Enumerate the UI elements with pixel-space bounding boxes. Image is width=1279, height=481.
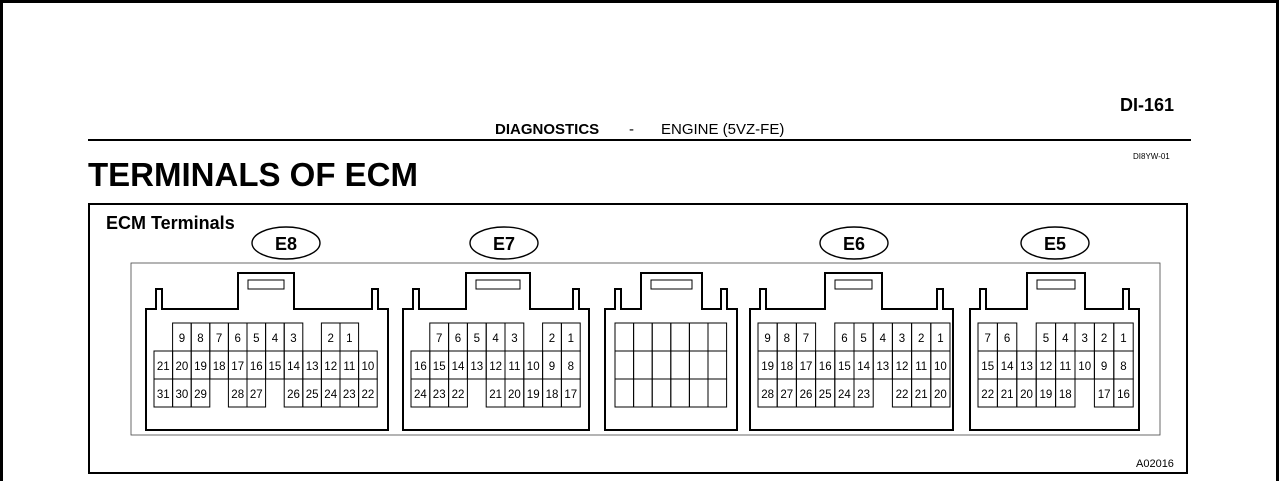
connector-name: E7 (492, 234, 516, 254)
connector-name: E6 (842, 234, 866, 254)
terminal-number: 6 (234, 333, 241, 345)
terminal-cell (615, 351, 634, 379)
terminal-number: 19 (761, 361, 774, 373)
terminal-number: 31 (156, 389, 170, 401)
header-separator: - (629, 121, 634, 138)
terminal-number: 20 (175, 361, 189, 373)
terminal-cell (652, 351, 671, 379)
terminal-number: 2 (1100, 333, 1108, 345)
terminal-number: 28 (231, 389, 245, 401)
terminal-number: 5 (253, 333, 260, 345)
terminal-number: 22 (895, 389, 909, 401)
terminal-number: 15 (268, 361, 282, 373)
terminal-number: 12 (1039, 361, 1053, 373)
terminal-number: 22 (981, 389, 995, 401)
terminal-number: 23 (342, 389, 356, 401)
terminal-number: 4 (492, 333, 499, 345)
terminal-cell (689, 351, 708, 379)
terminal-number: 13 (470, 361, 484, 373)
manual-page (3, 3, 1276, 481)
terminal-number: 13 (876, 361, 890, 373)
terminal-number: 23 (432, 389, 446, 401)
terminal-number: 8 (567, 361, 575, 373)
terminal-number: 26 (799, 389, 813, 401)
terminal-number: 3 (898, 333, 906, 345)
terminal-number: 3 (290, 333, 297, 345)
terminal-number: 9 (548, 361, 556, 373)
terminal-number: 8 (197, 333, 204, 345)
terminal-number: 16 (249, 361, 263, 373)
terminal-cell (671, 379, 690, 407)
terminal-cell (708, 323, 727, 351)
terminal-number: 20 (1020, 389, 1033, 401)
terminal-number: 21 (914, 389, 928, 401)
section-title: DIAGNOSTICS (495, 121, 600, 138)
terminal-cell (634, 323, 653, 351)
terminal-number: 1 (1120, 333, 1127, 345)
terminal-number: 2 (917, 333, 925, 345)
terminal-number: 9 (1100, 361, 1108, 373)
terminal-number: 19 (1039, 389, 1053, 401)
connector-name: E8 (274, 234, 298, 254)
terminal-number: 5 (1042, 333, 1050, 345)
terminal-number: 21 (489, 389, 502, 401)
terminal-cell (708, 379, 727, 407)
terminal-cell (615, 323, 634, 351)
terminal-number: 24 (324, 389, 338, 401)
terminal-number: 6 (454, 333, 462, 345)
terminal-number: 15 (838, 361, 851, 373)
terminal-number: 15 (981, 361, 995, 373)
terminal-number: 16 (414, 361, 427, 373)
connector-latch (476, 280, 520, 289)
connector-latch (651, 280, 692, 289)
terminal-number: 10 (526, 361, 540, 373)
terminal-number: 3 (511, 333, 518, 345)
terminal-number: 14 (857, 361, 870, 373)
terminal-cell (671, 323, 690, 351)
terminal-number: 11 (508, 361, 521, 373)
terminal-number: 27 (249, 389, 263, 401)
terminal-number: 4 (879, 333, 887, 345)
terminal-number: 27 (780, 389, 794, 401)
terminal-number: 18 (1058, 389, 1072, 401)
terminal-number: 1 (346, 333, 353, 345)
terminal-number: 9 (178, 333, 186, 345)
terminal-number: 1 (937, 333, 944, 345)
terminal-number: 26 (287, 389, 300, 401)
terminal-number: 12 (324, 361, 338, 373)
terminal-number: 10 (1078, 361, 1092, 373)
terminal-number: 17 (1097, 389, 1111, 401)
terminal-number: 14 (1000, 361, 1014, 373)
terminal-number: 19 (194, 361, 207, 373)
figure-label: ECM Terminals (106, 213, 235, 233)
subsection-title: ENGINE (5VZ-FE) (661, 121, 785, 138)
terminal-number: 2 (327, 333, 334, 345)
terminal-number: 6 (1003, 333, 1011, 345)
connector-latch (1037, 280, 1075, 289)
terminal-number: 7 (435, 333, 443, 345)
terminal-number: 5 (473, 333, 481, 345)
terminal-number: 7 (984, 333, 991, 345)
terminal-number: 28 (761, 389, 774, 401)
terminal-number: 16 (1117, 389, 1130, 401)
terminal-cell (671, 351, 690, 379)
terminal-number: 7 (802, 333, 810, 345)
terminal-number: 22 (361, 389, 375, 401)
ecm-connector-diagram (3, 3, 1276, 481)
terminal-number: 10 (934, 361, 947, 373)
terminal-number: 8 (783, 333, 791, 345)
terminal-number: 13 (305, 361, 319, 373)
terminal-number: 5 (860, 333, 867, 345)
terminal-cell (634, 379, 653, 407)
terminal-cell (708, 351, 727, 379)
terminal-number: 6 (841, 333, 848, 345)
terminal-number: 19 (526, 389, 540, 401)
terminal-number: 4 (1062, 333, 1069, 345)
terminal-number: 13 (1020, 361, 1033, 373)
page-title: TERMINALS OF ECM (88, 156, 418, 193)
page-number: DI-161 (1120, 95, 1175, 115)
terminal-number: 18 (212, 361, 226, 373)
figure-code: A02016 (1136, 458, 1174, 470)
connector-latch (248, 280, 284, 289)
terminal-number: 24 (838, 389, 851, 401)
terminal-number: 22 (451, 389, 465, 401)
terminal-number: 7 (215, 333, 223, 345)
terminal-number: 14 (287, 361, 300, 373)
terminal-number: 20 (934, 389, 947, 401)
terminal-cell (689, 379, 708, 407)
terminal-number: 4 (271, 333, 279, 345)
terminal-number: 17 (799, 361, 813, 373)
terminal-number: 18 (780, 361, 794, 373)
terminal-number: 20 (508, 389, 521, 401)
terminal-number: 30 (175, 389, 189, 401)
terminal-number: 21 (156, 361, 170, 373)
terminal-number: 25 (818, 389, 832, 401)
terminal-number: 21 (1000, 389, 1014, 401)
terminal-number: 1 (567, 333, 575, 345)
terminal-number: 29 (194, 389, 207, 401)
document-code: DI8YW-01 (1133, 152, 1170, 161)
terminal-number: 9 (764, 333, 771, 345)
terminal-number: 15 (432, 361, 446, 373)
terminal-cell (615, 379, 634, 407)
terminal-number: 2 (548, 333, 556, 345)
terminal-number: 10 (361, 361, 375, 373)
terminal-number: 12 (489, 361, 502, 373)
terminal-number: 8 (1120, 361, 1127, 373)
connector-latch (835, 280, 872, 289)
terminal-number: 3 (1081, 333, 1088, 345)
terminal-number: 23 (857, 389, 870, 401)
terminal-cell (634, 351, 653, 379)
terminal-number: 12 (895, 361, 909, 373)
terminal-number: 11 (915, 361, 928, 373)
connector-name: E5 (1043, 234, 1067, 254)
terminal-number: 18 (545, 389, 559, 401)
terminal-cell (689, 323, 708, 351)
terminal-number: 25 (305, 389, 319, 401)
terminal-number: 24 (414, 389, 427, 401)
terminal-number: 11 (343, 361, 356, 373)
terminal-number: 14 (451, 361, 465, 373)
connector-backplate (131, 263, 1160, 435)
terminal-number: 17 (564, 389, 578, 401)
terminal-number: 11 (1059, 361, 1072, 373)
terminal-number: 16 (818, 361, 832, 373)
terminal-cell (652, 379, 671, 407)
terminal-cell (652, 323, 671, 351)
terminal-number: 17 (231, 361, 245, 373)
